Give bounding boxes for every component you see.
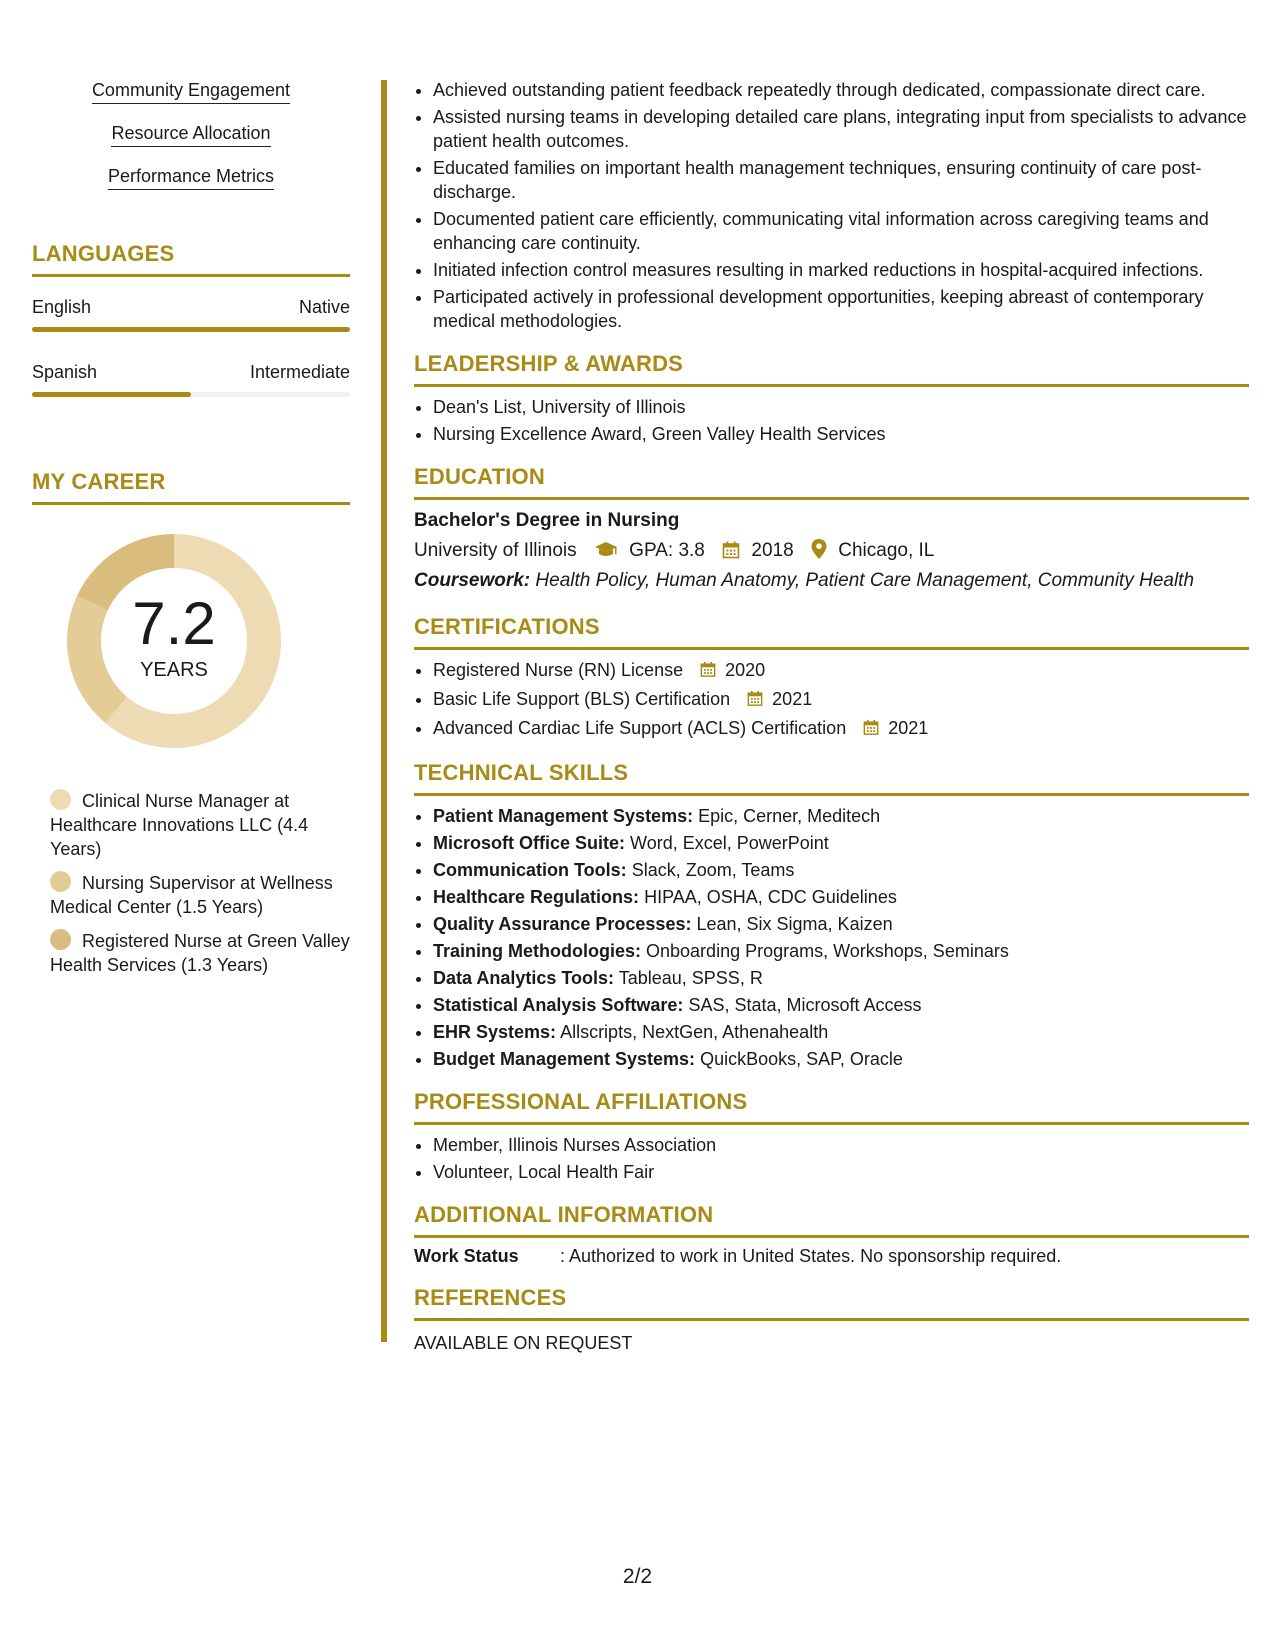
list-item [433,716,1249,742]
leadership-section [414,351,1249,446]
calendar-icon [700,660,716,684]
skill-value: Onboarding Programs, Workshops, Seminars [646,941,1009,961]
list-item: • Volunteer, Local Health Fair [433,1160,1249,1184]
skill-label: Patient Management Systems: [433,806,694,826]
section-rule [32,274,350,277]
list-item [433,885,1249,909]
legend-label: Clinical Nurse Manager at Healthcare Innovations LLC (4.4 Years) [50,791,309,859]
list-item: • Educated families on important health management techniques, ensuring continuity of care post-discharge. [433,156,1249,204]
section-rule [414,793,1249,796]
skill-value: Allscripts, NextGen, Athenahealth [560,1022,829,1042]
skill-label: Communication Tools: [433,860,627,880]
language-name: Spanish [32,362,98,382]
section-rule [414,647,1249,650]
legend-dot-icon [50,789,71,810]
skill-value: SAS, Stata, Microsoft Access [688,995,922,1015]
language-bar [32,327,350,332]
legend-item [32,871,350,919]
skill-tag: Performance Metrics [108,166,274,190]
certification-year: 2021 [772,689,813,709]
references-text: AVAILABLE ON REQUEST [414,1333,633,1353]
list-item: • Member, Illinois Nurses Association [433,1133,1249,1157]
skill-label: Healthcare Regulations: [433,887,640,907]
legend-item [32,929,350,977]
additional-info-section [414,1202,1249,1267]
left-column [32,80,350,987]
language-bar-fill [32,392,191,397]
work-status-value: : Authorized to work in United States. No sponsorship required. [560,1246,1062,1266]
career-section [32,469,350,977]
work-status-label: Work Status [414,1246,519,1266]
experience-bullets [414,78,1249,333]
graduation-year: 2018 [751,540,794,561]
list-item [433,831,1249,855]
graduation-cap-icon [594,541,618,559]
certification-name: Registered Nurse (RN) License [433,660,684,680]
skill-tags [32,80,350,209]
skill-value: Slack, Zoom, Teams [631,860,795,880]
list-item: • Documented patient care efficiently, communicating vital information across caregiving teams and enhancing care continuity. [433,207,1249,255]
list-item: • Initiated infection control measures resulting in marked reductions in hospital-acquired infections. [433,258,1249,282]
technical-skills-section [414,760,1249,1071]
calendar-icon [863,718,879,742]
list-item [433,966,1249,990]
skill-label: Training Methodologies: [433,941,641,961]
certification-year: 2021 [888,718,929,738]
legend-dot-icon [50,871,71,892]
page-number: 2/2 [622,1565,653,1588]
career-title: MY CAREER [32,469,166,494]
right-column [414,78,1249,1354]
certifications-title: CERTIFICATIONS [414,614,600,639]
list-item: • Achieved outstanding patient feedback repeatedly through dedicated, compassionate direct care. [433,78,1249,102]
degree-title: Bachelor's Degree in Nursing [414,510,680,531]
school-location: Chicago, IL [838,540,935,561]
language-item [32,362,350,397]
list-item [433,912,1249,936]
list-item [433,939,1249,963]
section-rule [414,1235,1249,1238]
work-status-row [414,1246,1249,1267]
language-level: Intermediate [249,362,350,382]
legend-item [32,789,350,861]
coursework-list: Health Policy, Human Anatomy, Patient Care Management, Community Health [535,570,1195,591]
location-pin-icon [811,539,827,559]
gpa: GPA: 3.8 [629,540,705,561]
education-title: EDUCATION [414,464,545,489]
career-legend [32,789,350,977]
skill-value: HIPAA, OSHA, CDC Guidelines [644,887,897,907]
skill-value: Lean, Six Sigma, Kaizen [696,914,893,934]
skill-tag: Resource Allocation [111,123,270,147]
section-rule [414,384,1249,387]
list-item: • Assisted nursing teams in developing detailed care plans, integrating input from specialists to advance patient health outcomes. [433,105,1249,153]
leadership-title: LEADERSHIP & AWARDS [414,351,684,376]
section-rule [414,497,1249,500]
list-item [433,993,1249,1017]
coursework-label: Coursework: [414,570,531,591]
calendar-icon [747,689,763,713]
career-total-unit: YEARS [140,659,208,681]
skill-value: Epic, Cerner, Meditech [698,806,881,826]
legend-label: Nursing Supervisor at Wellness Medical Center (1.5 Years) [50,873,333,917]
certification-name: Basic Life Support (BLS) Certification [433,689,731,709]
languages-section [32,241,350,397]
list-item [433,1020,1249,1044]
list-item: • Nursing Excellence Award, Green Valley Health Services [433,422,1249,446]
skill-label: EHR Systems: [433,1022,557,1042]
certification-year: 2020 [725,660,766,680]
references-title: REFERENCES [414,1285,567,1310]
calendar-icon [722,541,740,559]
list-item [433,1047,1249,1071]
list-item: • Participated actively in professional development opportunities, keeping abreast of contemporary medical methodologies. [433,285,1249,333]
column-divider [381,80,387,1342]
list-item [433,858,1249,882]
skill-label: Data Analytics Tools: [433,968,615,988]
school-name: University of Illinois [414,540,577,561]
skill-label: Budget Management Systems: [433,1049,696,1069]
list-item [433,804,1249,828]
additional-info-title: ADDITIONAL INFORMATION [414,1202,714,1227]
list-item [433,687,1249,713]
language-bar [32,392,350,397]
language-level: Native [298,297,350,317]
affiliations-section [414,1089,1249,1184]
skill-label: Statistical Analysis Software: [433,995,684,1015]
affiliations-title: PROFESSIONAL AFFILIATIONS [414,1089,748,1114]
coursework [414,566,1249,596]
certifications-section [414,614,1249,742]
list-item [433,658,1249,684]
skill-value: Word, Excel, PowerPoint [630,833,829,853]
section-rule [414,1122,1249,1125]
section-rule [32,502,350,505]
education-details [414,536,1249,566]
career-total-value: 7.2 [132,590,216,657]
certification-name: Advanced Cardiac Life Support (ACLS) Certification [433,718,847,738]
technical-skills-title: TECHNICAL SKILLS [414,760,629,785]
references-section [414,1285,1249,1354]
language-item [32,297,350,332]
legend-label: Registered Nurse at Green Valley Health Services (1.3 Years) [50,931,350,975]
skill-label: Quality Assurance Processes: [433,914,692,934]
skill-value: QuickBooks, SAP, Oracle [700,1049,903,1069]
legend-dot-icon [50,929,71,950]
section-rule [414,1318,1249,1321]
career-donut-chart [32,513,350,773]
skill-tag: Community Engagement [92,80,290,104]
language-name: English [32,297,92,317]
skill-value: Tableau, SPSS, R [618,968,763,988]
languages-title: LANGUAGES [32,241,175,266]
education-section [414,464,1249,596]
language-bar-fill [32,327,350,332]
list-item: • Dean's List, University of Illinois [433,395,1249,419]
skill-label: Microsoft Office Suite: [433,833,626,853]
